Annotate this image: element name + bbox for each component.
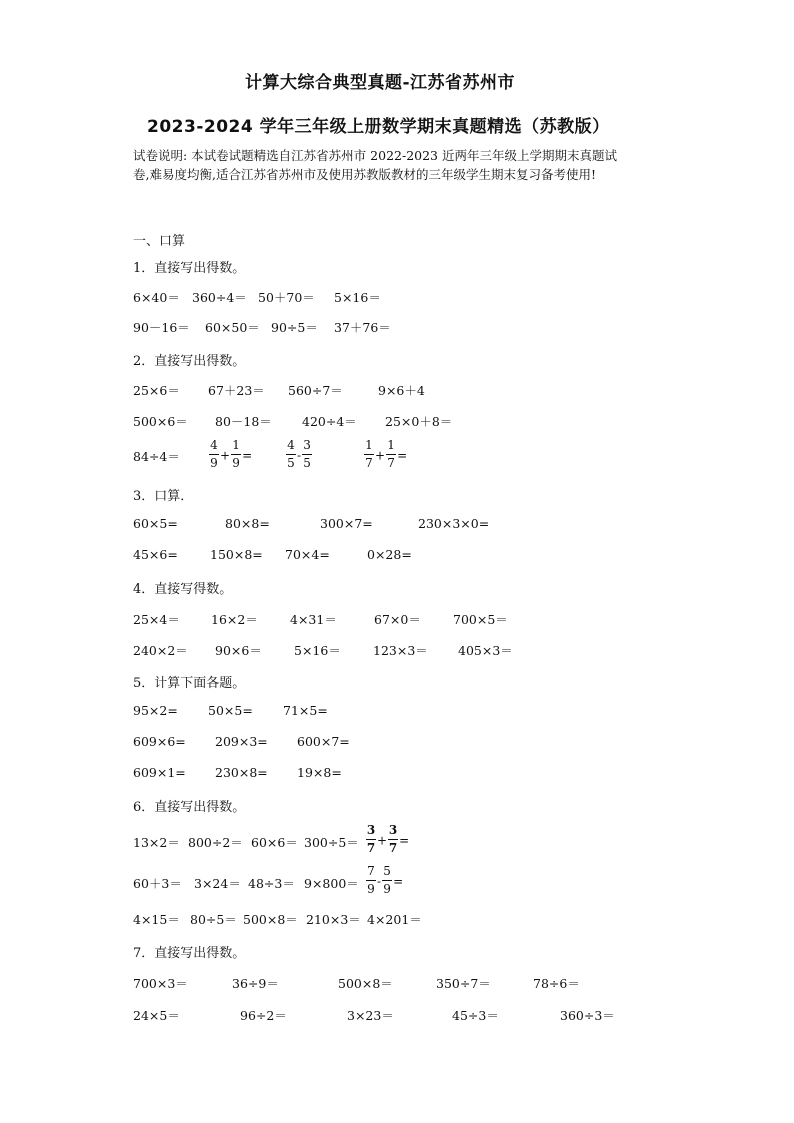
expression: 80×8=: [225, 516, 270, 531]
expression: 230×3×0=: [418, 516, 490, 531]
title-line-1: 计算大综合典型真题-江苏省苏州市: [245, 73, 516, 93]
expression: 600×7=: [297, 734, 350, 749]
intro-line-1: 试卷说明: 本试卷试题精选自江苏省苏州市 2022-2023 近两年三年级上学期期末真题试: [133, 148, 617, 163]
expression: 150×8=: [210, 547, 263, 562]
expression: 609×1=: [133, 765, 186, 780]
expression: 48÷3＝: [248, 876, 295, 891]
expression: 350÷7＝: [436, 976, 491, 991]
expression: 5×16＝: [294, 643, 341, 658]
expression: 50×5=: [208, 703, 253, 718]
expression: 60×5=: [133, 516, 178, 531]
expression: 300÷5＝: [304, 835, 359, 850]
question-title: 5．计算下面各题。: [133, 676, 246, 691]
expression: 3×24＝: [194, 876, 241, 891]
expression: 60＋3＝: [133, 876, 182, 891]
fraction-expression: $\frac{4}{5}$ - $\frac{3}{5}$: [287, 438, 311, 470]
question-title: 7．直接写出得数。: [133, 946, 246, 961]
expression: 37＋76＝: [334, 320, 391, 335]
expression: 6×40＝: [133, 290, 180, 305]
expression: 36÷9＝: [232, 976, 279, 991]
expression: 95×2=: [133, 703, 178, 718]
expression: 3×23＝: [347, 1008, 394, 1023]
expression: 78÷6＝: [533, 976, 580, 991]
expression: 67×0＝: [374, 612, 421, 627]
expression: 96÷2＝: [240, 1008, 287, 1023]
expression: 45÷3＝: [452, 1008, 499, 1023]
expression: 300×7=: [320, 516, 373, 531]
expression: 240×2＝: [133, 643, 188, 658]
expression: 70×4=: [285, 547, 330, 562]
intro-line-2: 卷,难易度均衡,适合江苏省苏州市及使用苏教版教材的三年级学生期末复习备考使用!: [133, 167, 596, 182]
expression: 4×15＝: [133, 912, 180, 927]
expression: 209×3=: [215, 734, 268, 749]
question-title: 4．直接写得数。: [133, 582, 233, 597]
expression: 9×6＋4: [378, 383, 425, 398]
expression: 60×6＝: [251, 835, 298, 850]
expression: 25×4＝: [133, 612, 180, 627]
question-title: 1．直接写出得数。: [133, 261, 246, 276]
expression: 67＋23＝: [208, 383, 265, 398]
expression: 700×5＝: [453, 612, 508, 627]
expression: 405×3＝: [458, 643, 513, 658]
expression: 90×6＝: [215, 643, 262, 658]
expression: 609×6=: [133, 734, 186, 749]
expression: 500×6＝: [133, 414, 188, 429]
question-title: 3．口算．: [133, 489, 194, 504]
fraction-expression: $\frac{4}{9}$ + $\frac{1}{9}$ =: [210, 438, 253, 470]
expression: 360÷4＝: [192, 290, 247, 305]
expression: 360÷3＝: [560, 1008, 615, 1023]
expression: 700×3＝: [133, 976, 188, 991]
fraction-expression: $\frac{3}{7}$ + $\frac{3}{7}$ =: [366, 823, 410, 855]
fraction-expression: $\frac{7}{9}$ - $\frac{5}{9}$ =: [367, 864, 404, 896]
expression: 123×3＝: [373, 643, 428, 658]
expression: 800÷2＝: [188, 835, 243, 850]
expression: 25×6＝: [133, 383, 180, 398]
expression: 210×3＝: [306, 912, 361, 927]
expression: 19×8=: [297, 765, 342, 780]
expression: 24×5＝: [133, 1008, 180, 1023]
expression: 45×6=: [133, 547, 178, 562]
expression: 5×16＝: [334, 290, 381, 305]
expression: 71×5=: [283, 703, 328, 718]
question-title: 2．直接写出得数。: [133, 354, 246, 369]
expression: 0×28=: [367, 547, 412, 562]
expression: 500×8＝: [243, 912, 298, 927]
expression: 16×2＝: [211, 612, 258, 627]
title-line-2: 2023-2024 学年三年级上册数学期末真题精选（苏教版）: [147, 117, 610, 137]
expression: 4×201＝: [367, 912, 422, 927]
question-title: 6．直接写出得数。: [133, 800, 246, 815]
expression: 90÷5＝: [271, 320, 318, 335]
expression: 60×50＝: [205, 320, 260, 335]
expression: 230×8=: [215, 765, 268, 780]
expression: 80－18＝: [215, 414, 272, 429]
expression: 420÷4＝: [302, 414, 357, 429]
expression: 84÷4＝: [133, 449, 180, 464]
expression: 90－16＝: [133, 320, 190, 335]
expression: 560÷7＝: [288, 383, 343, 398]
expression: 50＋70＝: [258, 290, 315, 305]
expression: 9×800＝: [304, 876, 359, 891]
expression: 4×31＝: [290, 612, 337, 627]
expression: 80÷5＝: [190, 912, 237, 927]
expression: 25×0＋8＝: [385, 414, 453, 429]
fraction-expression: $\frac{1}{7}$ + $\frac{1}{7}$ =: [365, 438, 408, 470]
expression: 13×2＝: [133, 835, 180, 850]
section-heading: 一、口算: [133, 234, 186, 249]
expression: 500×8＝: [338, 976, 393, 991]
